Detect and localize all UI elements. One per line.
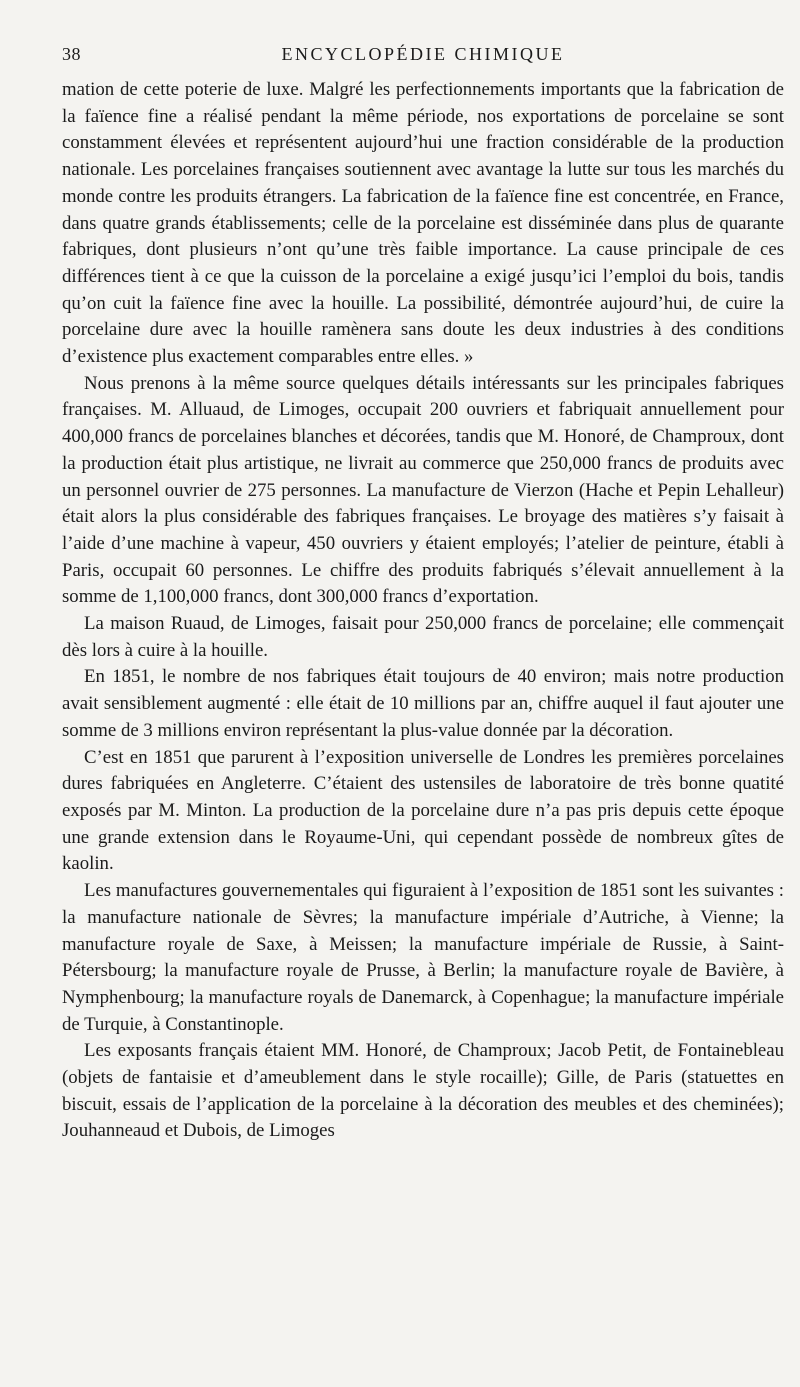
page-number: 38: [62, 44, 81, 64]
paragraph-government-manufactures: Les manufactures gouvernementales qui figuraient à l’exposition de 1851 sont les suivantes : la manufacture nationale de Sèvres; la manufacture impériale d’Autriche, à Vienne; la manufacture royale de Saxe, à Meissen; la manufacture impériale de Russie, à Saint-Pétersbourg; la manufacture royale de Prusse, à Berlin; la manufacture royale de Bavière, à Nymphenbourg; la manufacture royals de Danemarck, à Copenhague; la manufacture impériale de Turquie, à Constantinople.: [62, 880, 784, 1035]
paragraph-french-factories: Nous prenons à la même source quelques détails intéressants sur les principales fabriques françaises. M. Alluaud, de Limoges, occupait 200 ouvriers et fabriquait annuellement pour 400,000 francs de porcelaines blanches et décorées, tandis que M. Honoré, de Champroux, dont la production était plus artistique, ne livrait au commerce que 250,000 francs de produits avec un personnel ouvrier de 275 personnes. La manufacture de Vierzon (Hache et Pepin Lehalleur) était alors la plus considérable des fabriques françaises. Le broyage des matières s’y faisait à l’aide d’une machine à vapeur, 450 ouvriers y étaient employés; l’atelier de peinture, établi à Paris, occupait 60 personnes. Le chiffre des produits fabriqués s’élevait annuellement à la somme de 1,100,000 francs, dont 300,000 francs d’exportation.: [62, 372, 784, 608]
paragraph-1851-production: En 1851, le nombre de nos fabriques était toujours de 40 environ; mais notre production avait sensiblement augmenté : elle était de 10 millions par an, chiffre auquel il faut ajouter une somme de 3 millions environ représentant la plus-value donnée par la décoration.: [62, 666, 784, 741]
paragraph-ruaud: La maison Ruaud, de Limoges, faisait pour 250,000 francs de porcelaine; elle commençait dès lors à cuire à la houille.: [62, 613, 784, 661]
text-body: [62, 77, 784, 1145]
paragraph-continuation: mation de cette poterie de luxe. Malgré les perfectionnements importants que la fabrication de la faïence fine a réalisé pendant la même période, nos exportations de porcelaine se sont constamment élevées et représentent aujourd’hui une fraction considérable de la production nationale. Les porcelaines françaises soutiennent avec avantage la lutte sur tous les marchés du monde contre les produits étrangers. La fabrication de la faïence fine est concentrée, en France, dans quatre grands établissements; celle de la porcelaine est disséminée dans plus de quarante fabriques, dont plusieurs n’ont qu’une très faible importance. La cause principale de ces différences tient à ce que la cuisson de la porcelaine a exigé jusqu’ici l’emploi du bois, tandis qu’on cuit la faïence fine avec la houille. La possibilité, démontrée aujourd’hui, de cuire la porcelaine dure avec la houille ramènera sans doute les deux industries à des conditions d’existence plus exactement comparables entre elles. »: [62, 79, 784, 368]
page-header: [62, 40, 784, 70]
paragraph-london-exposition: C’est en 1851 que parurent à l’exposition universelle de Londres les premières porcelaines dures fabriquées en Angleterre. C’étaient des ustensiles de laboratoire de très bonne quatité exposés par M. Minton. La production de la porcelaine dure n’a pas pris depuis cette époque une grande extension dans le Royaume-Uni, qui cependant possède de nombreux gîtes de kaolin.: [62, 746, 784, 875]
paragraph-french-exhibitors: Les exposants français étaient MM. Honoré, de Champroux; Jacob Petit, de Fontainebleau (objets de fantaisie et d’ameublement dans le style rocaille); Gille, de Paris (statuettes en biscuit, essais de l’application de la porcelaine à la décoration des meubles et des cheminées); Jouhanneaud et Dubois, de Limoges: [62, 1040, 784, 1142]
running-title: ENCYCLOPÉDIE CHIMIQUE: [281, 44, 565, 64]
